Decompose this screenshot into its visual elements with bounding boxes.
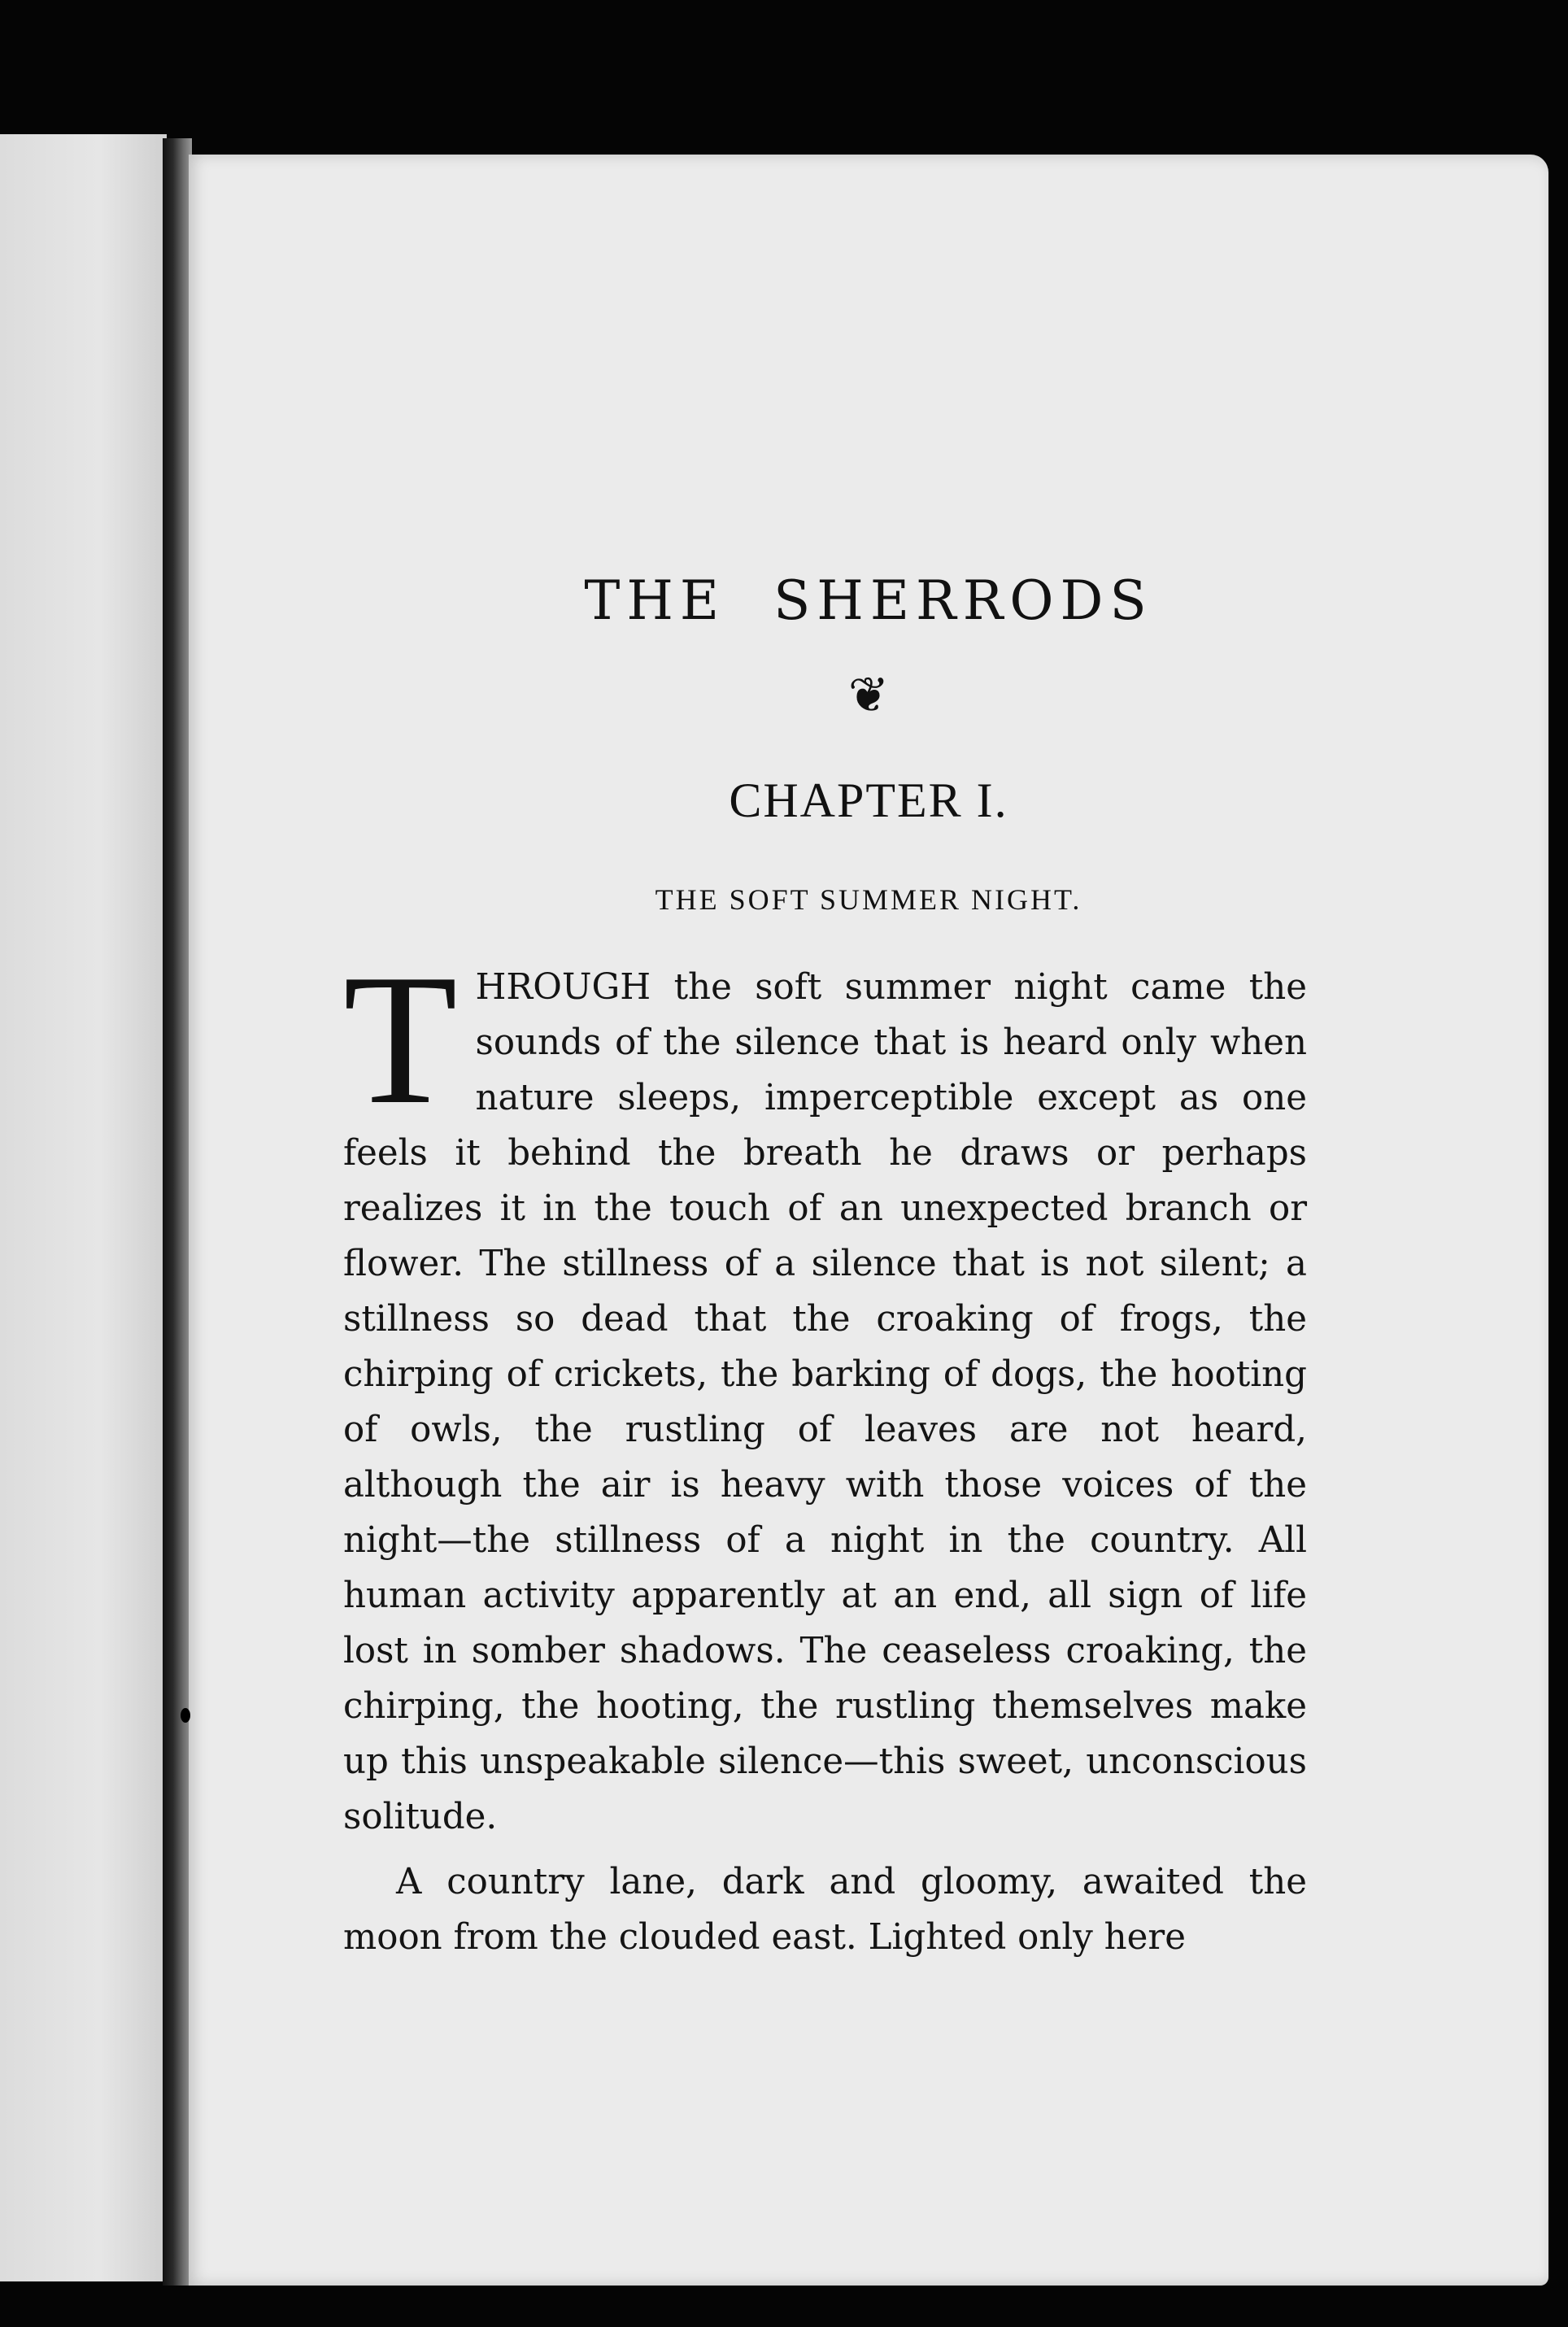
paragraph-2: A country lane, dark and gloomy, awaited the moon from the clouded east. Lighted only here (343, 1862, 1307, 1958)
drop-cap: T (343, 935, 458, 1143)
paragraph-1 (343, 935, 1307, 1845)
body-text (343, 935, 1307, 1975)
book-title: THE SHERRODS (584, 569, 1153, 632)
chapter-subtitle: THE SOFT SUMMER NIGHT. (655, 883, 1082, 916)
book-spine (163, 138, 192, 2286)
margin-mark (181, 1708, 190, 1723)
chapter-heading: CHAPTER I. (729, 773, 1008, 827)
leaf-ornament-icon: ❦ (847, 667, 890, 724)
left-page-edge (0, 134, 167, 2281)
paragraph-1-text: HROUGH the soft summer night came the sounds of the silence that is heard only when nature sleeps, imperceptible except as one feels it behind the breath he draws or perhaps realizes it in the touch of an unexpected branch or flower. The stillness of a silence that is not silent; a stillness so dead that the croaking of frogs, the chirping of crickets, the barking of dogs, the hooting of owls, the rustling of leaves are not heard, although the air is heavy with those voices of the night—the stillness of a night in the country. All human activity apparently at an end, all sign of life lost in somber shadows. The ceaseless croaking, the chirping, the hooting, the rustling themselves make up this unspeakable silence—this sweet, unconscious solitude. (343, 967, 1307, 1837)
book-page (189, 155, 1548, 2286)
